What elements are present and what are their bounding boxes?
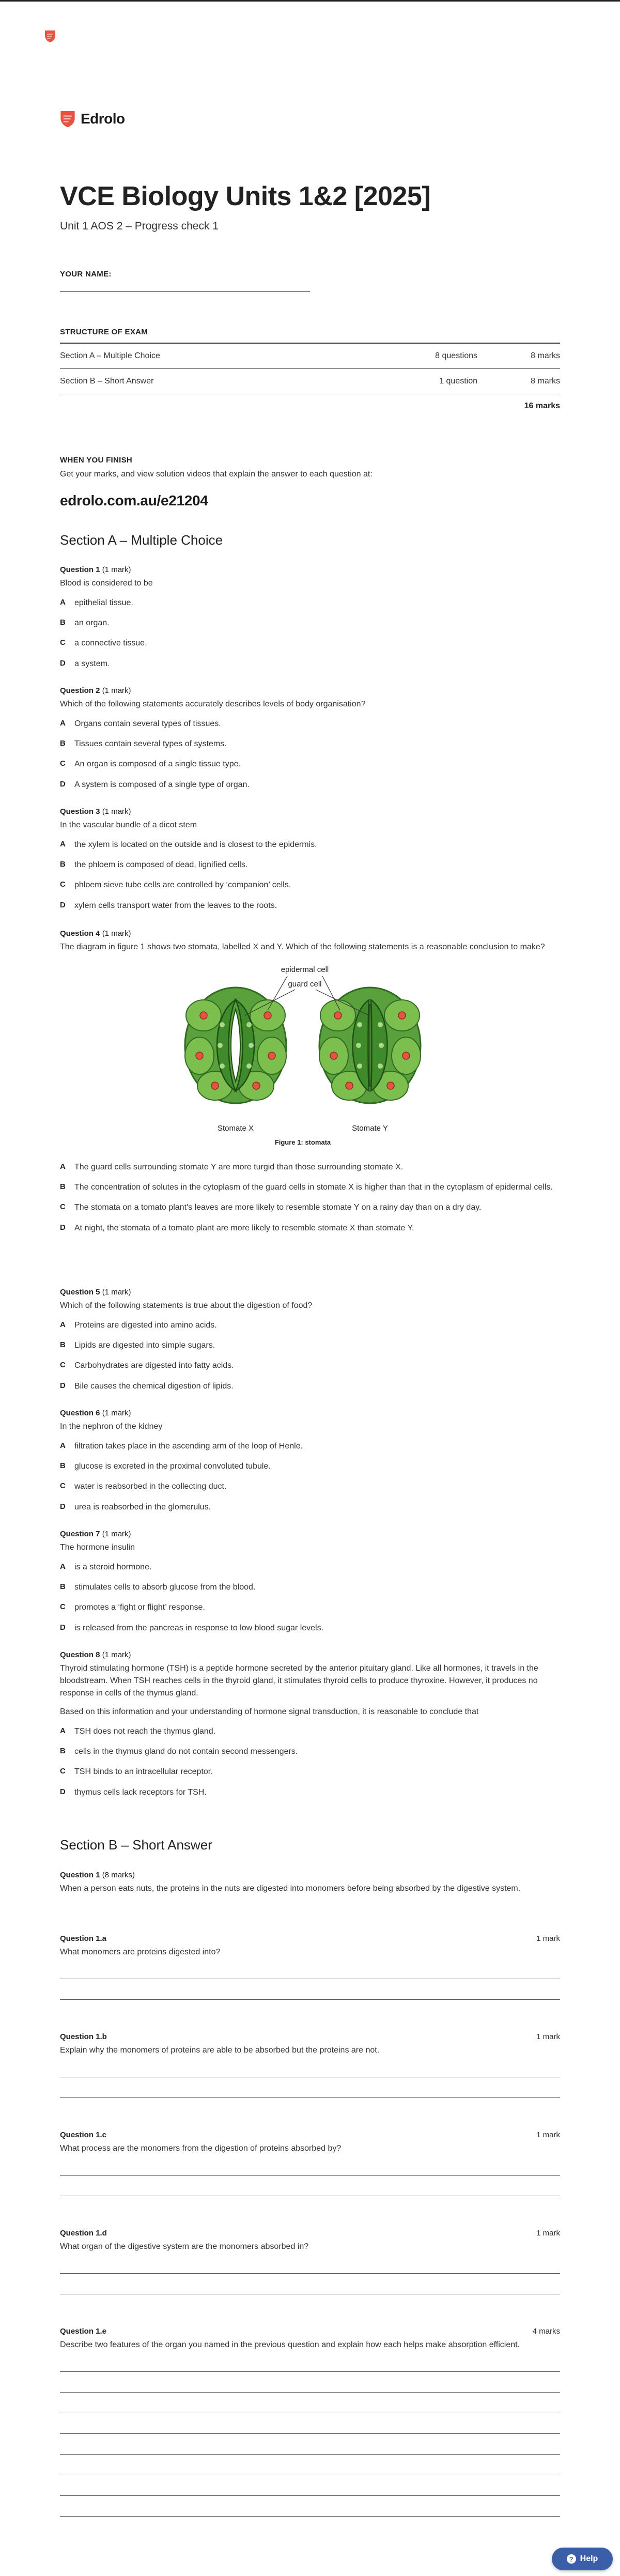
structure-row-marks: 8 marks xyxy=(531,377,560,385)
option-b[interactable]: B Tissues contain several types of systems. xyxy=(60,739,227,749)
name-label: YOUR NAME: xyxy=(60,270,112,279)
question-label: Question 1 xyxy=(60,1871,100,1879)
option-c[interactable]: C TSH binds to an intracellular receptor. xyxy=(60,1767,213,1777)
question-label: Question 2 xyxy=(60,686,100,695)
question-label: Question 1 xyxy=(60,565,100,574)
question-label: Question 1.a xyxy=(60,1934,107,1943)
option-d[interactable]: D urea is reabsorbed in the glomerulus. xyxy=(60,1502,211,1511)
answer-area[interactable] xyxy=(60,1958,560,2000)
label-epidermal-cell: epidermal cell xyxy=(281,965,329,974)
brand-name: Edrolo xyxy=(81,111,125,127)
question-1a xyxy=(60,1934,560,2000)
help-label: Help xyxy=(580,2554,598,2563)
question-text: The hormone insulin xyxy=(60,1543,135,1552)
edrolo-shield-icon xyxy=(44,29,56,43)
option-b[interactable]: B The concentration of solutes in the cytoplasm of the guard cells in stomate X is higher than that in the cytoplasm of epidermal cells. xyxy=(60,1182,553,1192)
question-text: In the nephron of the kidney xyxy=(60,1422,163,1431)
question-3 xyxy=(60,807,560,920)
question-text: Which of the following statements is true about the digestion of food? xyxy=(60,1301,313,1310)
option-c[interactable]: C water is reabsorbed in the collecting duct. xyxy=(60,1482,227,1491)
section-b-title: Section B – Short Answer xyxy=(60,1837,212,1853)
label-stomate-y: Stomate Y xyxy=(352,1124,388,1133)
section-a-title: Section A – Multiple Choice xyxy=(60,532,223,548)
option-c[interactable]: C The stomata on a tomato plant's leaves are more likely to resemble stomate Y on a rainy day than on a dry day. xyxy=(60,1202,482,1212)
option-b[interactable]: B an organ. xyxy=(60,618,110,628)
option-a[interactable]: A the xylem is located on the outside and is closest to the epidermis. xyxy=(60,840,317,849)
label-guard-cell: guard cell xyxy=(288,980,322,989)
option-c[interactable]: C promotes a ‘fight or flight’ response. xyxy=(60,1602,205,1612)
structure-row-name: Section B – Short Answer xyxy=(60,377,154,385)
option-b[interactable]: B the phloem is composed of dead, lignified cells. xyxy=(60,860,248,870)
question-marks: (1 mark) xyxy=(102,1409,131,1417)
question-text: Thyroid stimulating hormone (TSH) is a peptide hormone secreted by the anterior pituitary gland. Like all hormones, it travels in the bloodstream. When TSH reaches cells in the thyroid gland, it stimulates thyroid cells to produce thyroxine. However, it produces no response in cells of the thymus gland. xyxy=(60,1664,538,1698)
finish-heading: WHEN YOU FINISH xyxy=(60,456,133,465)
stomata-figure xyxy=(184,958,422,1149)
structure-total: 16 marks xyxy=(524,402,560,410)
question-label: Question 8 xyxy=(60,1651,100,1659)
edrolo-logo-icon xyxy=(60,110,75,128)
option-a[interactable]: A is a steroid hormone. xyxy=(60,1562,152,1571)
when-you-finish xyxy=(60,456,560,509)
question-6 xyxy=(60,1409,560,1521)
option-a[interactable]: A TSH does not reach the thymus gland. xyxy=(60,1726,216,1736)
option-d[interactable]: D Bile causes the chemical digestion of lipids. xyxy=(60,1381,234,1391)
structure-heading: STRUCTURE OF EXAM xyxy=(60,328,560,344)
question-text: What process are the monomers from the digestion of proteins absorbed by? xyxy=(60,2144,342,2153)
answer-area[interactable] xyxy=(60,2057,560,2098)
question-text-2: Based on this information and your understanding of hormone signal transduction, it is reasonable to conclude that xyxy=(60,1707,479,1716)
question-1b xyxy=(60,2032,560,2098)
question-marks: (1 mark) xyxy=(102,1530,131,1538)
question-label: Question 1.d xyxy=(60,2229,107,2238)
question-marks: (1 mark) xyxy=(102,929,131,938)
stomata-diagram xyxy=(184,958,422,1136)
exam-structure xyxy=(60,328,560,411)
question-label: Question 1.b xyxy=(60,2032,107,2041)
structure-row xyxy=(60,369,560,394)
option-c[interactable]: C phloem sieve tube cells are controlled by ‘companion’ cells. xyxy=(60,880,291,890)
answer-area[interactable] xyxy=(60,2253,560,2294)
question-4 xyxy=(60,929,560,1242)
structure-row-questions: 1 question xyxy=(439,377,477,385)
question-marks: 1 mark xyxy=(536,2229,560,2238)
name-field xyxy=(60,270,310,292)
stomate-y xyxy=(319,988,421,1103)
option-a[interactable]: A Proteins are digested into amino acids. xyxy=(60,1320,217,1330)
question-2 xyxy=(60,686,560,799)
question-text: In the vascular bundle of a dicot stem xyxy=(60,821,197,829)
question-8 xyxy=(60,1651,560,1807)
help-button[interactable] xyxy=(552,2548,613,2570)
name-line xyxy=(60,284,310,292)
help-icon: ? xyxy=(567,2554,576,2564)
option-b[interactable]: B stimulates cells to absorb glucose from the blood. xyxy=(60,1582,256,1592)
option-a[interactable]: A epithelial tissue. xyxy=(60,598,133,607)
structure-row-name: Section A – Multiple Choice xyxy=(60,351,160,360)
question-label: Question 5 xyxy=(60,1288,100,1297)
section-b-question-1 xyxy=(60,1871,560,1895)
question-1e xyxy=(60,2327,560,2517)
question-text: When a person eats nuts, the proteins in the nuts are digested into monomers before being absorbed by the digestive system. xyxy=(60,1884,521,1893)
question-text: The diagram in figure 1 shows two stomata, labelled X and Y. Which of the following statements is a reasonable conclusion to make? xyxy=(60,943,545,951)
solutions-url[interactable]: edrolo.com.au/e21204 xyxy=(60,492,208,508)
question-1 xyxy=(60,565,560,678)
question-marks: (8 marks) xyxy=(102,1871,135,1879)
finish-text: Get your marks, and view solution videos that explain the answer to each question at: xyxy=(60,470,373,479)
question-text: Describe two features of the organ you named in the previous question and explain how each helps make absorption efficient. xyxy=(60,2340,520,2349)
option-d[interactable]: D a system. xyxy=(60,658,110,668)
exam-page xyxy=(60,109,560,2349)
question-marks: (1 mark) xyxy=(102,807,131,816)
option-c[interactable]: C Carbohydrates are digested into fatty acids. xyxy=(60,1361,234,1370)
question-marks: (1 mark) xyxy=(102,565,131,574)
option-d[interactable]: D At night, the stomata of a tomato plant are more likely to resemble stomate X than stomate Y. xyxy=(60,1223,414,1232)
question-marks: 1 mark xyxy=(536,1934,560,1943)
question-7 xyxy=(60,1530,560,1642)
question-label: Question 6 xyxy=(60,1409,100,1417)
question-text: What monomers are proteins digested into? xyxy=(60,1948,221,1956)
question-1c xyxy=(60,2131,560,2196)
page-subtitle: Unit 1 AOS 2 – Progress check 1 xyxy=(60,220,219,232)
question-label: Question 4 xyxy=(60,929,100,938)
option-b[interactable]: B cells in the thymus gland do not contain second messengers. xyxy=(60,1747,298,1756)
option-c[interactable]: C An organ is composed of a single tissue type. xyxy=(60,759,241,769)
top-border xyxy=(0,0,620,2)
question-marks: (1 mark) xyxy=(102,1651,131,1659)
question-text: Blood is considered to be xyxy=(60,579,153,588)
option-c[interactable]: C a connective tissue. xyxy=(60,638,147,648)
question-marks: 1 mark xyxy=(536,2131,560,2139)
question-marks: 1 mark xyxy=(536,2032,560,2041)
option-d[interactable]: D A system is composed of a single type of organ. xyxy=(60,779,250,789)
question-1d xyxy=(60,2229,560,2294)
structure-row xyxy=(60,344,560,369)
option-b[interactable]: B glucose is excreted in the proximal convoluted tubule. xyxy=(60,1461,271,1471)
option-b[interactable]: B Lipids are digested into simple sugars. xyxy=(60,1340,215,1350)
page-title: VCE Biology Units 1&2 [2025] xyxy=(60,181,431,211)
structure-row-marks: 8 marks xyxy=(531,351,560,360)
brand xyxy=(60,109,560,129)
question-label: Question 1.e xyxy=(60,2327,107,2336)
question-label: Question 3 xyxy=(60,807,100,816)
option-a[interactable]: A Organs contain several types of tissues. xyxy=(60,719,221,728)
label-stomate-x: Stomate X xyxy=(217,1124,254,1133)
structure-row-questions: 8 questions xyxy=(435,351,477,360)
question-text: Which of the following statements accurately describes levels of body organisation? xyxy=(60,700,366,708)
question-label: Question 7 xyxy=(60,1530,100,1538)
question-text: Explain why the monomers of proteins are able to be absorbed but the proteins are not. xyxy=(60,2046,380,2055)
option-a[interactable]: A filtration takes place in the ascending arm of the loop of Henle. xyxy=(60,1441,303,1451)
question-5 xyxy=(60,1288,560,1400)
question-text: What organ of the digestive system are the monomers absorbed in? xyxy=(60,2242,309,2251)
question-marks: (1 mark) xyxy=(102,686,131,695)
option-d[interactable]: D is released from the pancreas in response to low blood sugar levels. xyxy=(60,1623,324,1632)
option-a[interactable]: A The guard cells surrounding stomate Y are more turgid than those surrounding stomate X. xyxy=(60,1162,404,1171)
question-label: Question 1.c xyxy=(60,2131,107,2139)
option-d[interactable]: D xylem cells transport water from the leaves to the roots. xyxy=(60,900,277,910)
answer-area[interactable] xyxy=(60,2155,560,2196)
answer-area[interactable] xyxy=(60,2351,560,2517)
question-marks: (1 mark) xyxy=(102,1288,131,1297)
question-marks: 4 marks xyxy=(532,2327,560,2336)
figure-caption: Figure 1: stomata xyxy=(274,1138,331,1146)
option-d[interactable]: D thymus cells lack receptors for TSH. xyxy=(60,1787,207,1797)
